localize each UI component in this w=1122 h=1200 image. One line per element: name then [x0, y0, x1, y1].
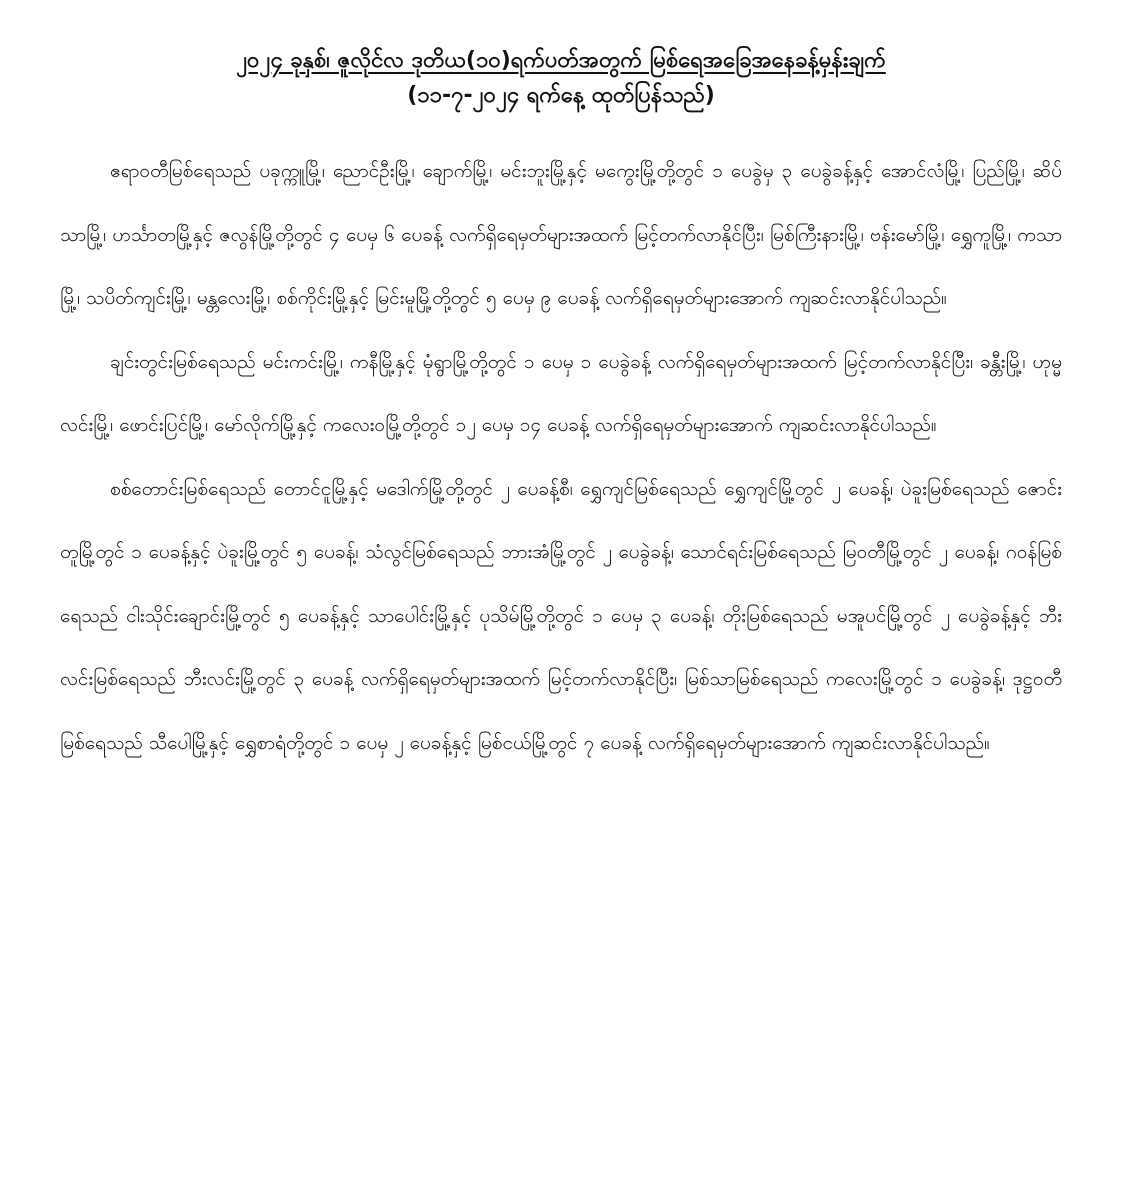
title-text: ၂၀၂၄ ခုနှစ်၊ ဇူလိုင်လ ဒုတိယ(၁၀)ရက်ပတ်အတွက် မြစ်ရေအခြေအနေခန့်မှန်းချက် — [236, 48, 886, 73]
paragraph-chindwin: ချင်းတွင်းမြစ်ရေသည် မင်းကင်းမြို့၊ ကနီမြို့နှင့် မုံရွာမြို့တို့တွင် ၁ ပေမှ ၁ ပေခွဲခန့် လက်ရှိရေမှတ်များအထက် မြင့်တက်လာနိုင်ပြီး၊ ခန္တီးမြို့၊ ဟုမ္မလင်းမြို့၊ ဖောင်းပြင်မြို့၊ မော်လိုက်မြို့နှင့် ကလေးဝမြို့တို့တွင် ၁၂ ပေမှ ၁၄ ပေခန့် လက်ရှိရေမှတ်များအောက် ကျဆင်းလာနိုင်ပါသည်။ — [60, 350, 1062, 436]
document-title — [60, 44, 1062, 78]
paragraph-ayeyarwady: ဧရာဝတီမြစ်ရေသည် ပခုက္ကူမြို့၊ ညောင်ဦးမြို့၊ ချောက်မြို့၊ မင်းဘူးမြို့နှင့် မကွေးမြို့တို့တွင် ၁ ပေခွဲမှ ၃ ပေခွဲခန့်နှင့် အောင်လံမြို့၊ ပြည်မြို့၊ ဆိပ်သာမြို့၊ ဟင်္သာတမြို့နှင့် ဇလွန်မြို့တို့တွင် ၄ ပေမှ ၆ ပေခန့် လက်ရှိရေမှတ်များအထက် မြင့်တက်လာနိုင်ပြီး၊ မြစ်ကြီးနားမြို့၊ ဗန်းမော်မြို့၊ ရွှေကူမြို့၊ ကသာမြို့၊ သပိတ်ကျင်းမြို့၊ မန္တလေးမြို့၊ စစ်ကိုင်းမြို့နှင့် မြင်းမူမြို့တို့တွင် ၅ ပေမှ ၉ ပေခန့် လက်ရှိရေမှတ်များအောက် ကျဆင်းလာနိုင်ပါသည်။ — [60, 160, 1062, 309]
document-body — [60, 140, 1062, 775]
paragraph-other-rivers: စစ်တောင်းမြစ်ရေသည် တောင်ငူမြို့နှင့် မဒေါက်မြို့တို့တွင် ၂ ပေခန့်စီ၊ ရွှေကျင်မြစ်ရေသည် ရွှေကျင်မြို့တွင် ၂ ပေခန့်၊ ပဲခူးမြစ်ရေသည် ဇောင်းတူမြို့တွင် ၁ ပေခန့်နှင့် ပဲခူးမြို့တွင် ၅ ပေခန့်၊ သံလွင်မြစ်ရေသည် ဘားအံမြို့တွင် ၂ ပေခွဲခန့်၊ သောင်ရင်းမြစ်ရေသည် မြဝတီမြို့တွင် ၂ ပေခန့်၊ ဂဝန်မြစ်ရေသည် ငါးသိုင်းချောင်းမြို့တွင် ၅ ပေခန့်နှင့် သာပေါင်းမြို့နှင့် ပုသိမ်မြို့တို့တွင် ၁ ပေမှ ၃ ပေခန့်၊ တိုးမြစ်ရေသည် မအူပင်မြို့တွင် ၂ ပေခွဲခန့်နှင့် ဘီးလင်းမြစ်ရေသည် ဘီးလင်းမြို့တွင် ၃ ပေခန့် လက်ရှိရေမှတ်များအထက် မြင့်တက်လာနိုင်ပြီး၊ မြစ်သာမြစ်ရေသည် ကလေးမြို့တွင် ၁ ပေခွဲခန့်၊ ဒုဋ္ဌဝတီမြစ်ရေသည် သီပေါမြို့နှင့် ရွှေစာရံတို့တွင် ၁ ပေမှ ၂ ပေခန့်နှင့် မြစ်ငယ်မြို့တွင် ၇ ပေခန့် လက်ရှိရေမှတ်များအောက် ကျဆင်းလာနိုင်ပါသည်။ — [60, 477, 1062, 754]
document-subtitle: (၁၁-၇-၂၀၂၄ ရက်နေ့ ထုတ်ပြန်သည်) — [407, 83, 715, 108]
